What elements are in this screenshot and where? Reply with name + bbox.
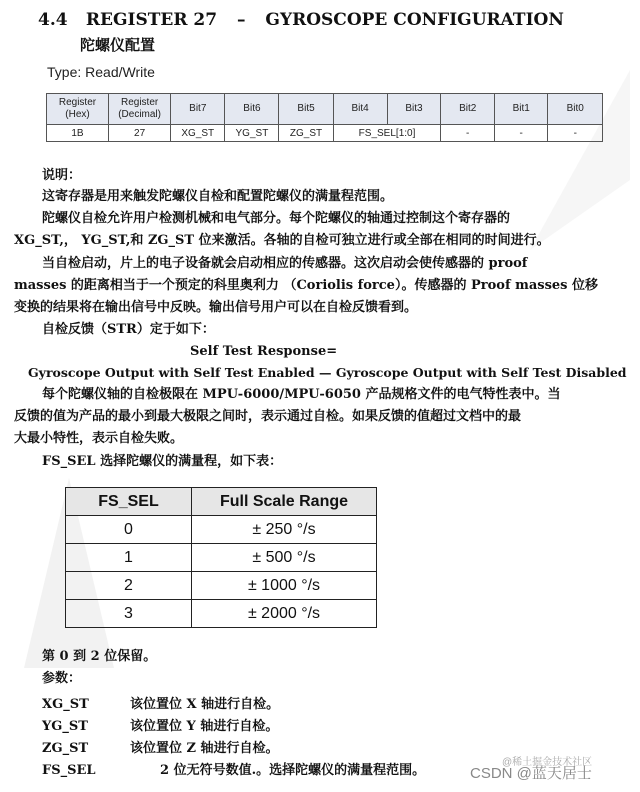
section-title: REGISTER 27: [85, 10, 218, 30]
paragraph: 变换的结果将在输出信号中反映。输出信号用户可以在自检反馈看到。: [14, 300, 418, 315]
table-cell: 1: [66, 544, 192, 572]
section-subtitle: 陀螺仪配置: [80, 36, 156, 54]
header-cell: Bit2: [441, 94, 495, 125]
table-cell: -: [548, 125, 603, 142]
header-cell: Bit1: [494, 94, 548, 125]
table-cell: ZG_ST: [279, 125, 333, 142]
paragraph: FS_SEL 选择陀螺仪的满量程，如下表：: [42, 454, 283, 469]
paragraph: 大最小特性，表示自检失败。: [14, 431, 184, 446]
paragraph: 每个陀螺仪轴的自检极限在 MPU-6000/MPU-6050 产品规格文件的电气特性表中。当: [42, 387, 561, 402]
param-desc: 该位置位 X 轴进行自检。: [130, 697, 280, 712]
paragraph: masses 的距离相当于一个预定的科里奥利力 （Coriolis force）。传感器的 Proof masses 位移: [14, 278, 598, 293]
paragraph: 这寄存器是用来触发陀螺仪自检和配置陀螺仪的满量程范围。: [42, 189, 394, 204]
table-cell: 3: [66, 600, 192, 628]
header-cell: Register (Decimal): [108, 94, 170, 125]
table-cell: 2: [66, 572, 192, 600]
paragraph: 自检反馈（STR）定于如下：: [42, 322, 215, 337]
param-desc: 该位置位 Z 轴进行自检。: [130, 741, 279, 756]
description-label: 说明：: [42, 168, 82, 183]
table-cell: FS_SEL[1:0]: [333, 125, 441, 142]
table-cell: 1B: [47, 125, 109, 142]
table-row: [66, 516, 377, 544]
section-title-right: GYROSCOPE CONFIGURATION: [265, 10, 564, 30]
paragraph: 当自检启动，片上的电子设备就会启动相应的传感器。这次启动会使传感器的 proof: [42, 256, 528, 271]
param-row: [42, 759, 425, 778]
header-cell: Bit6: [225, 94, 279, 125]
table-row: [66, 572, 377, 600]
header-cell: Bit4: [333, 94, 387, 125]
header-cell: Bit3: [387, 94, 441, 125]
register-table-header: [47, 94, 603, 125]
table-row: [66, 600, 377, 628]
paragraph: 反馈的值为产品的最小到最大极限之间时，表示通过自检。如果反馈的值超过文档中的最: [14, 409, 522, 424]
params-label: 参数：: [42, 671, 82, 686]
header-cell: Full Scale Range: [192, 488, 377, 516]
reserved-note: 第 0 到 2 位保留。: [42, 649, 157, 664]
full-scale-table: [65, 487, 377, 628]
header-cell: FS_SEL: [66, 488, 192, 516]
section-number: 4.4: [38, 10, 68, 30]
register-table-row: [47, 125, 603, 142]
table-cell: -: [494, 125, 548, 142]
watermark-csdn: CSDN @蓝天居士: [470, 765, 592, 782]
header-cell: Register (Hex): [47, 94, 109, 125]
table-cell: XG_ST: [171, 125, 225, 142]
param-name: FS_SEL: [42, 763, 96, 778]
formula-line: Self Test Response=: [190, 344, 338, 359]
table-cell: ± 250 °/s: [192, 516, 377, 544]
table-cell: YG_ST: [225, 125, 279, 142]
param-desc: 2 位无符号数值.。选择陀螺仪的满量程范围。: [160, 763, 426, 778]
param-desc: 该位置位 Y 轴进行自检。: [130, 719, 279, 734]
param-row: [42, 715, 278, 734]
section-separator: –: [237, 10, 246, 30]
param-name: YG_ST: [42, 719, 88, 734]
fs-table-header: [66, 488, 377, 516]
table-cell: -: [441, 125, 495, 142]
paragraph: 陀螺仪自检允许用户检测机械和电气部分。每个陀螺仪的轴通过控制这个寄存器的: [42, 211, 511, 226]
header-cell: Bit7: [171, 94, 225, 125]
watermark-small: @稀土掘金技术社区: [502, 757, 593, 768]
table-row: [66, 544, 377, 572]
param-name: XG_ST: [42, 697, 89, 712]
formula-line: Gyroscope Output with Self Test Enabled — Gyroscope Output with Self Test Disabled: [28, 365, 627, 380]
table-cell: 27: [108, 125, 170, 142]
param-name: ZG_ST: [42, 741, 89, 756]
paragraph: XG_ST,， YG_ST,和 ZG_ST 位来激活。各轴的自检可独立进行或全部在相同的时间进行。: [14, 233, 550, 248]
table-cell: ± 500 °/s: [192, 544, 377, 572]
section-heading: [38, 10, 564, 30]
table-cell: 0: [66, 516, 192, 544]
register-table: [46, 93, 603, 142]
header-cell: Bit0: [548, 94, 603, 125]
param-row: [42, 737, 279, 756]
table-cell: ± 2000 °/s: [192, 600, 377, 628]
table-cell: ± 1000 °/s: [192, 572, 377, 600]
register-type: Type: Read/Write: [47, 64, 155, 80]
header-cell: Bit5: [279, 94, 333, 125]
param-row: [42, 693, 279, 712]
